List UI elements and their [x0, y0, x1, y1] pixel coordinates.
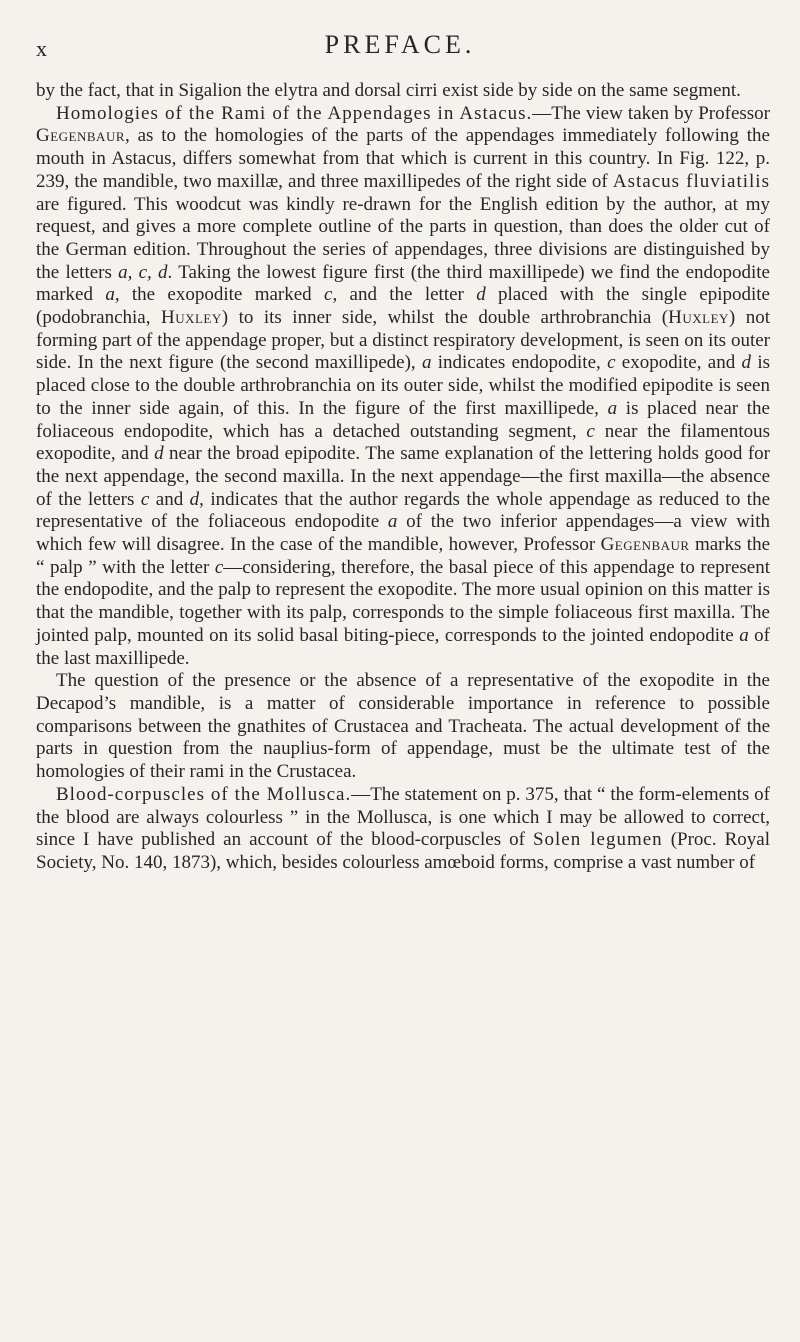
text-run: is placed near the foliaceous endopodite, which has a detached outstanding segment,: [36, 397, 770, 442]
text-run: Huxley: [160, 307, 222, 329]
text-run: a: [387, 511, 398, 533]
text-run: ) not forming part of the appendage proper, but a distinct respiratory development, is seen on its outer side. In the next figure (the second maxillipede),: [36, 307, 771, 374]
text-run: Gegenbaur: [600, 534, 690, 556]
text-run: of the two inferior appendages—a view with which few will disagree. In the case of the mandible, however, Professor: [36, 511, 770, 556]
page-title: PREFACE.: [324, 30, 476, 59]
text-run: c: [586, 420, 595, 442]
text-run: d: [189, 488, 200, 510]
text-run: a: [607, 397, 618, 419]
text-run: d: [476, 284, 486, 306]
paragraph: [36, 103, 770, 671]
text-run: by the fact, that in Sigalion the elytra and dorsal cirri exist side by side on the same segment.: [36, 80, 741, 101]
text-run: and: [149, 488, 190, 510]
text-run: near the broad epipodite. The same explanation of the lettering holds good for the next appendage, the second maxilla. In the next appendage—the first maxilla—the absence of the letters: [36, 443, 770, 510]
text-run: a: [105, 284, 115, 306]
paragraph: [36, 784, 770, 875]
text-run: a: [739, 624, 749, 646]
paragraph: [36, 80, 770, 103]
text-run: is placed close to the double arthrobranchia on its outer side, whilst the modified epipodite is seen to the inner side again, of this. In the figure of the first maxillipede,: [36, 352, 770, 419]
text-run: are figured. This woodcut was kindly re-drawn for the English edition by the author, at my request, and gives a more complete outline of the parts in question, than does the older cut of the German edition. Throughout the series of appendages, three divisions are distinguished by the letters: [36, 193, 770, 283]
text-run: marks the “ palp ” with the letter: [36, 534, 770, 578]
text-run: (Proc. Royal Society, No. 140, 1873), which, besides colourless amœboid forms, comprise a vast number of: [36, 829, 770, 873]
text-run: d: [741, 352, 752, 374]
text-run: c: [607, 352, 616, 374]
text-run: a: [421, 352, 432, 374]
text-run: ) to its inner side, whilst the double arthrobranchia (: [221, 307, 669, 329]
text-run: d: [154, 443, 164, 465]
text-run: , as to the homologies of the parts of the appendages immediately following the mouth in Astacus, differs somewhat from that which is current in this country. In Fig. 122, p. 239, the mandible, two maxillæ, and three maxillipedes of the right side of: [36, 125, 770, 192]
body-text: [36, 80, 770, 875]
running-head: [0, 28, 800, 68]
paragraph: [36, 670, 770, 784]
text-run: a, c, d: [118, 261, 168, 283]
text-run: Homologies of the Rami of the Appendages in Astacus.: [56, 102, 533, 124]
text-run: —The view taken by Professor: [532, 102, 770, 124]
text-run: placed with the single epipodite (podobranchia,: [36, 284, 770, 329]
text-run: Astacus fluviatilis: [612, 170, 770, 192]
page-number: x: [36, 36, 47, 61]
text-run: c: [324, 284, 333, 306]
text-run: , and the letter: [332, 284, 477, 306]
text-run: , the exopodite marked: [114, 284, 324, 306]
text-run: . Taking the lowest figure first (the third maxillipede) we find the endopodite marked: [36, 261, 770, 306]
text-run: The question of the presence or the absence of a representative of the exopodite in the Decapod’s mandible, is a matter of considerable importance in reference to possible comparisons between the gnathites of Crustacea and Tracheata. The actual development of the parts in question from the nauplius-form of appendage, must be the ultimate test of the homologies of their rami in the Crustacea.: [36, 670, 770, 783]
text-run: Gegenbaur: [36, 125, 125, 147]
text-run: near the filamentous exopodite, and: [36, 420, 770, 465]
text-run: of the last maxillipede.: [36, 624, 770, 669]
text-run: exopodite, and: [615, 352, 742, 374]
text-run: , indicates that the author regards the whole appendage as reduced to the representative of the foliaceous endopodite: [36, 488, 770, 533]
text-run: c: [140, 488, 150, 510]
text-run: c: [214, 556, 224, 578]
text-run: —The statement on p. 375, that “ the form-elements of the blood are always colourless ” in the Mollusca, is one which I may be allowed to correct, since I have published an account of the blood-corpuscles of: [36, 783, 770, 851]
text-run: —considering, therefore, the basal piece of this appendage to represent the endopodite, and the palp to represent the exopodite. The more usual opinion on this matter is that the mandible, together with its palp, corresponds to the simple foliaceous first maxilla. The jointed palp, mounted on its solid basal biting-piece, corresponds to the jointed endopodite: [36, 556, 771, 646]
text-run: indicates endopodite,: [431, 352, 608, 374]
text-run: Blood-corpuscles of the Mollusca.: [56, 783, 352, 805]
text-run: Solen legumen: [532, 829, 663, 851]
text-run: Huxley: [668, 307, 729, 329]
